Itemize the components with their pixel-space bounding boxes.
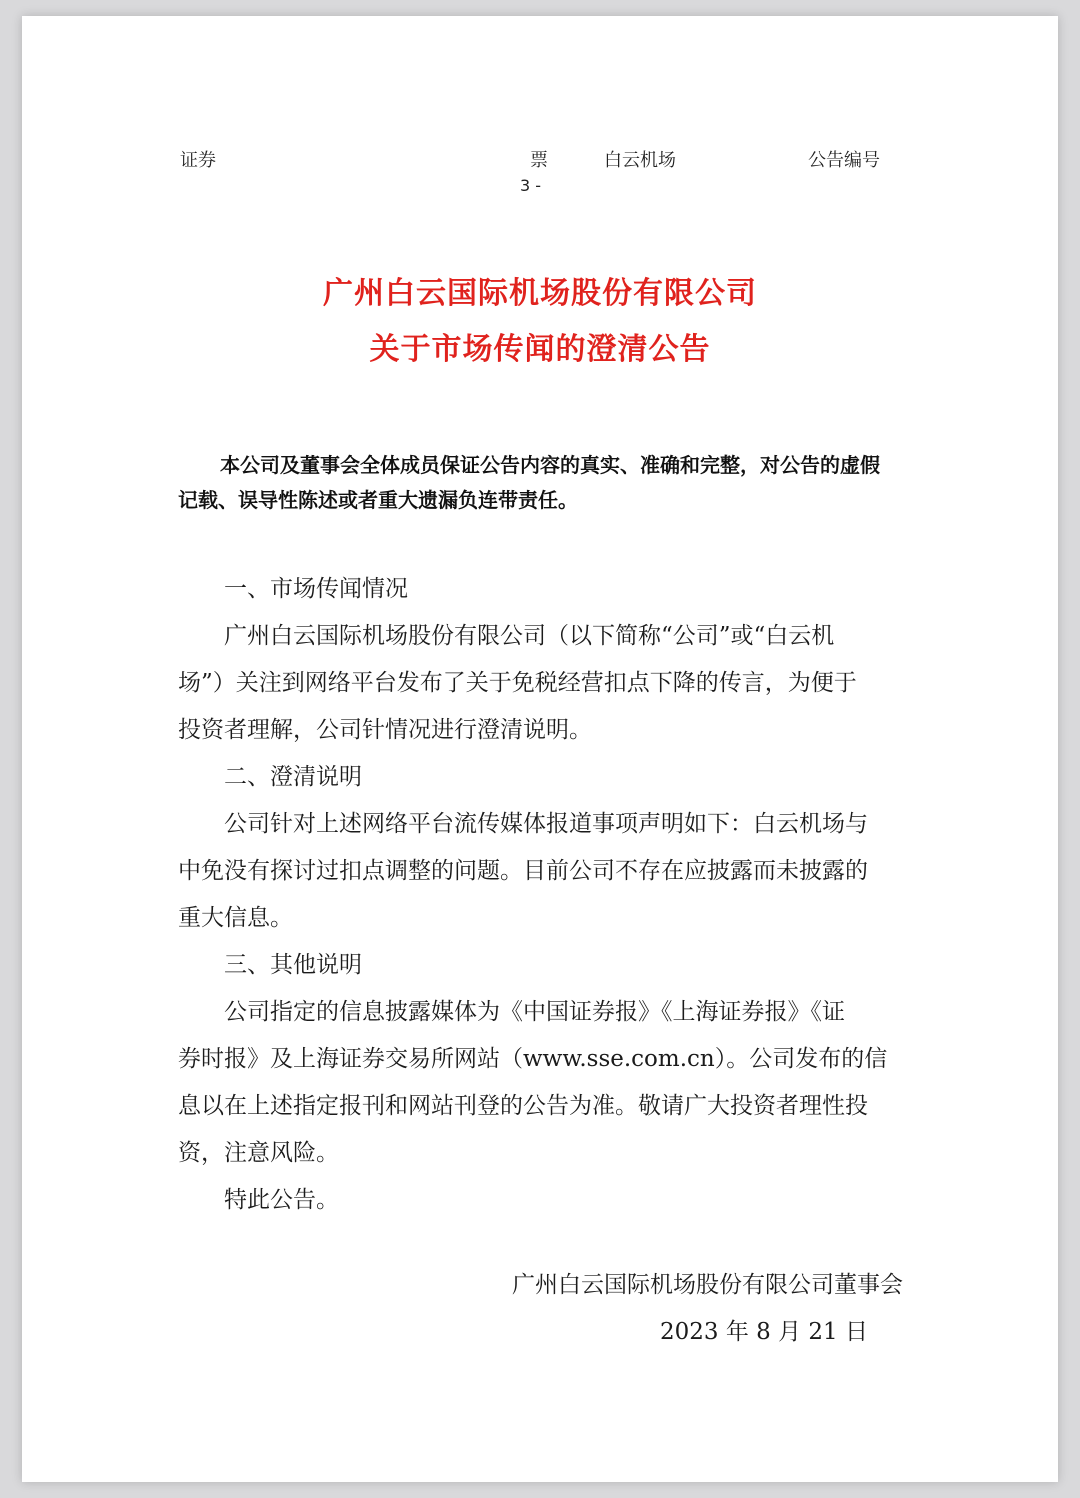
title-line-1: 广州白云国际机场股份有限公司 — [323, 276, 757, 311]
closing-text: 特此公告。 — [224, 1187, 339, 1213]
statement-line-2: 记载、误导性陈述或者重大遗漏负连带责任。 — [178, 488, 578, 512]
section-1-line-1: 广州白云国际机场股份有限公司（以下简称“公司”或“白云机 — [224, 623, 835, 649]
signature-date: 2023 年 8 月 21 日 — [660, 1319, 868, 1345]
section-2-heading: 二、澄清说明 — [224, 764, 362, 790]
section-1-line-2: 场”）关注到网络平台发布了关于免税经营扣点下降的传言，为便于 — [178, 670, 857, 696]
signature-company: 广州白云国际机场股份有限公司董事会 — [512, 1272, 903, 1298]
section-3-heading: 三、其他说明 — [224, 952, 362, 978]
document-page — [22, 16, 1058, 1482]
section-1-line-3: 投资者理解，公司针情况进行澄清说明。 — [178, 717, 592, 743]
section-2-line-2: 中免没有探讨过扣点调整的问题。目前公司不存在应披露而未披露的 — [178, 858, 868, 884]
header-securities-label: 证券 — [180, 150, 216, 171]
header-short-name: 白云机场 — [604, 150, 676, 171]
section-3-line-3: 息以在上述指定报刊和网站刊登的公告为准。敬请广大投资者理性投 — [178, 1093, 868, 1119]
header-announcement-no-value: 3 - — [520, 176, 542, 195]
section-3-line-2: 券时报》及上海证券交易所网站（www.sse.com.cn）。公司发布的信 — [178, 1046, 888, 1072]
section-3-line-1: 公司指定的信息披露媒体为《中国证券报》《上海证券报》《证 — [224, 999, 845, 1025]
header-announcement-no-label: 公告编号 — [808, 150, 880, 171]
section-1-heading: 一、市场传闻情况 — [224, 576, 408, 602]
statement-line-1: 本公司及董事会全体成员保证公告内容的真实、准确和完整，对公告的虚假 — [220, 453, 880, 477]
section-3-line-4: 资，注意风险。 — [178, 1140, 339, 1166]
header-ticker-label: 票 — [530, 150, 548, 171]
section-2-line-3: 重大信息。 — [178, 905, 293, 931]
title-line-2: 关于市场传闻的澄清公告 — [369, 332, 711, 367]
section-2-line-1: 公司针对上述网络平台流传媒体报道事项声明如下：白云机场与 — [224, 811, 868, 837]
